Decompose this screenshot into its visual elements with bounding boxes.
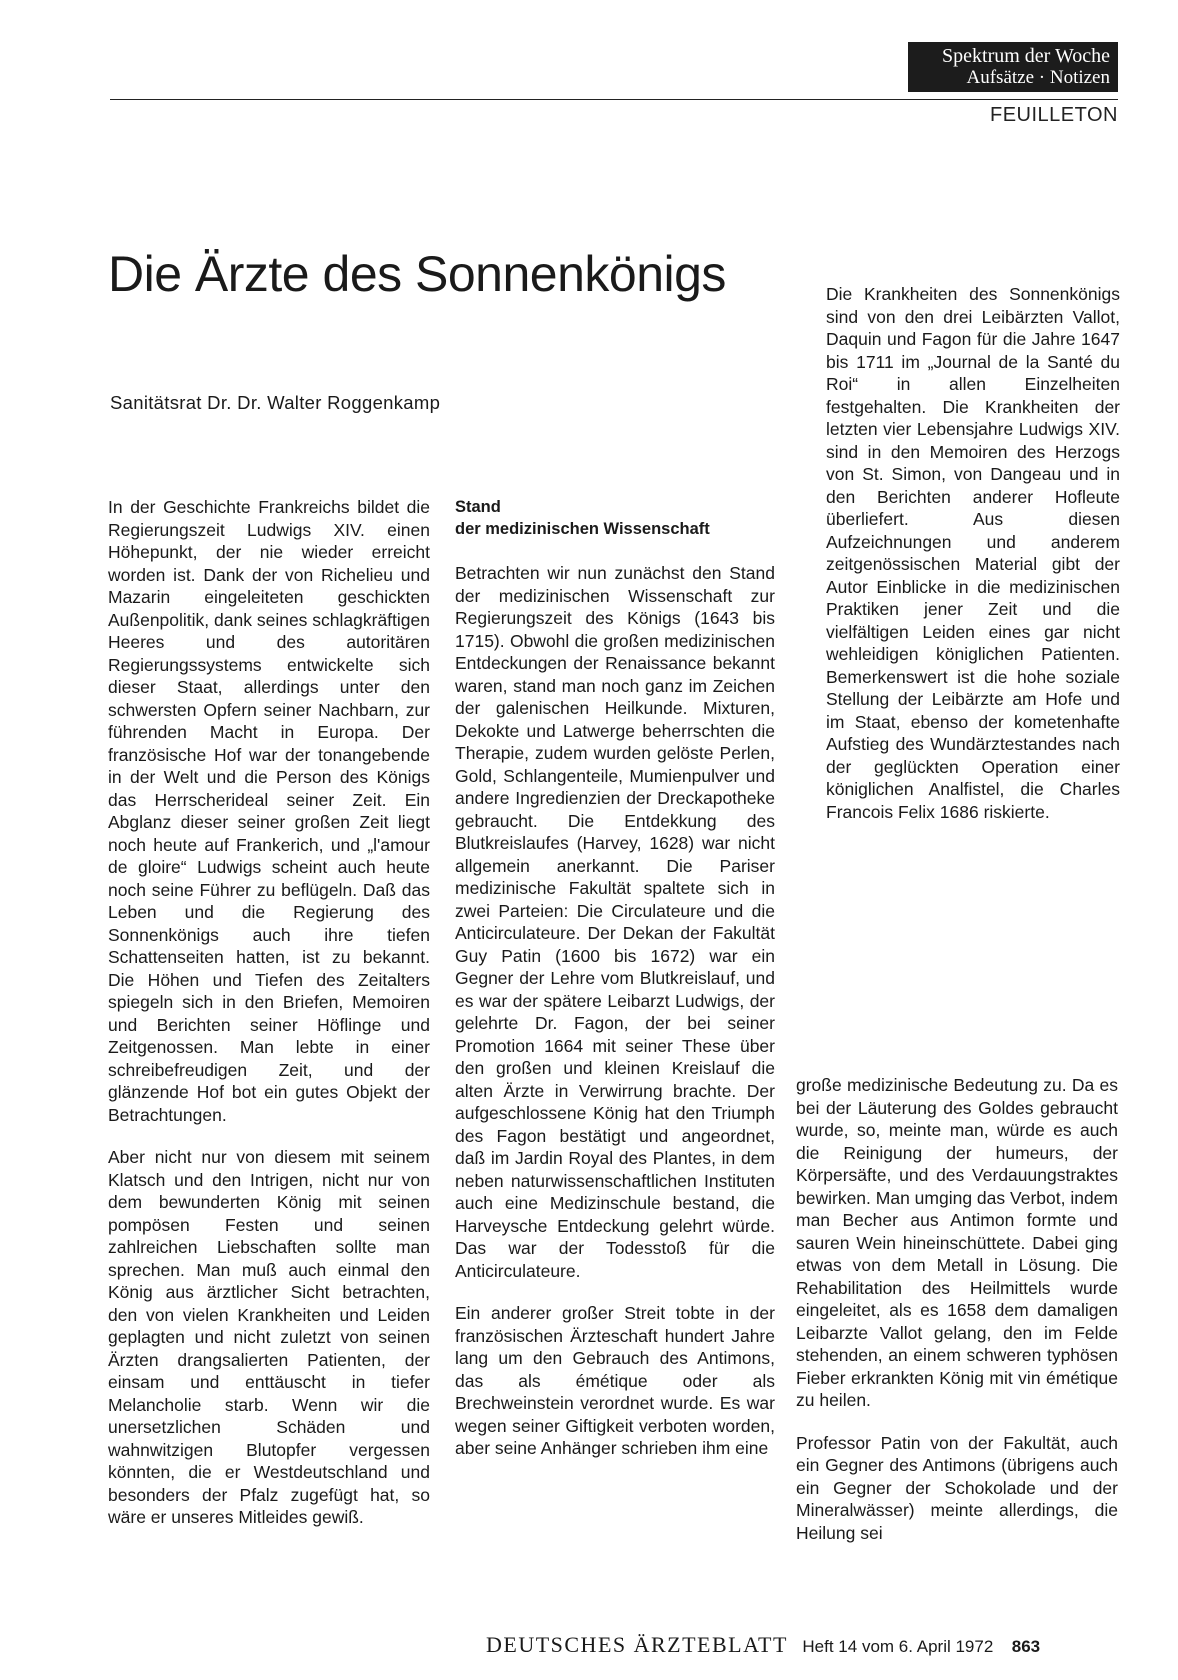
body-column-2	[455, 496, 775, 1460]
page-footer	[486, 1632, 1040, 1658]
body-paragraph: Betrachten wir nun zunächst den Stand der medizinischen Wissenschaft zur Regierungszeit des Königs (1643 bis 1715). Obwohl die großen medizinischen Entdeckungen der Renaissance bekannt waren, stand man noch ganz im Zeichen der galenischen Heilkunde. Mixturen, Dekokte und Latwerge beherrschten die Therapie, zudem wurden gelöste Perlen, Gold, Schlangenteile, Mumienpulver und andere Ingredienzien der Dreckapotheke gebraucht. Die Entdekkung des Blutkreislaufes (Harvey, 1628) war nicht allgemein anerkannt. Die Pariser medizinische Fakultät spaltete sich in zwei Parteien: Die Circulateure und die Anticirculateure. Der Dekan der Fakultät Guy Patin (1600 bis 1672) war ein Gegner der Lehre vom Blutkreislauf, und es war der spätere Leibarzt Ludwigs, der gelehrte Dr. Fagon, der bei seiner Promotion 1664 mit seiner These über den großen und kleinen Kreislauf die alten Ärzte in Verwirrung brachte. Der aufgeschlossene König hat den Triumph des Fagon bestätigt und angeordnet, daß im Jardin Royal des Plantes, in dem neben naturwissenschaftlichen Instituten auch eine Medizinschule bestand, die Harveysche Entdeckung gelehrt würde. Das war der Todesstoß für die Anticirculateure.	[455, 563, 775, 1281]
intro-column	[826, 283, 1120, 823]
body-column-1	[108, 496, 430, 1529]
subheading-line-2: der medizinischen Wissenschaft	[455, 520, 710, 538]
body-column-3	[796, 1074, 1118, 1544]
header-rule	[110, 99, 1118, 100]
badge-line-1: Spektrum der Woche	[942, 45, 1110, 67]
article-title: Die Ärzte des Sonnenkönigs	[108, 246, 726, 302]
page-number: 863	[1011, 1637, 1041, 1656]
article-author: Sanitätsrat Dr. Dr. Walter Roggenkamp	[110, 392, 441, 413]
intro-paragraph: Die Krankheiten des Sonnenkönigs sind von den drei Leibärzten Vallot, Daquin und Fagon für die Jahre 1647 bis 1711 im „Journal de la Santé du Roi“ in allen Einzelheiten festgehalten. Die Krankheiten der letzten vier Lebensjahre Ludwigs XIV. sind in den Memoiren des Herzogs von St. Simon, von Dangeau und in den Berichten anderer Hofleute überliefert. Aus diesen Aufzeichnungen und anderem zeitgenössischen Material gibt der Autor Einblicke in die medizinischen Praktiken jener Zeit und die vielfältigen Leiden eines gar nicht wehleidigen königlichen Patienten. Bemerkenswert ist die hohe soziale Stellung der Leibärzte am Hofe und im Staat, ebenso der kometenhafte Aufstieg des Wundärztestandes nach der geglückten Operation einer königlichen Analfistel, die Charles Francois Felix 1686 riskierte.	[826, 284, 1120, 822]
body-paragraph: große medizinische Bedeutung zu. Da es bei der Läuterung des Goldes gebraucht wurde, so, meinte man, würde es auch die Reinigung der humeurs, der Körpersäfte, und des Verdauungstraktes bewirken. Man umging das Verbot, indem man Becher aus Antimon formte und sauren Wein hineinschüttete. Dabei ging etwas von dem Metall in Lösung. Die Rehabilitation des Heilmittels wurde eingeleitet, als es 1658 dem damaligen Leibarzte Vallot gelang, den im Felde stehenden, an einem schweren typhösen Fieber erkrankten König mit vin émétique zu heilen.	[796, 1075, 1118, 1410]
subheading-line-1: Stand	[455, 498, 501, 516]
body-paragraph: Professor Patin von der Fakultät, auch ein Gegner des Antimons (übrigens auch ein Gegner der Schokolade und der Mineralwässer) meinte allerdings, die Heilung sei	[796, 1432, 1118, 1543]
subheading	[455, 496, 775, 540]
body-paragraph: In der Geschichte Frankreichs bildet die Regierungszeit Ludwigs XIV. einen Höhepunkt, der nie wieder erreicht worden ist. Dank der von Richelieu und Mazarin eingeleiteten geschickten Außenpolitik, dank seines schlagkräftigen Heeres und des autoritären Regierungssystems entwickelte sich dieser Staat, allerdings unter den schwersten Opfern seiner Nachbarn, zur führenden Macht in Europa. Der französische Hof war der tonangebende in der Welt und die Person des Königs das Herrscherideal seiner Zeit. Ein Abglanz dieser seiner großen Zeit liegt noch heute auf Frankerich, und „l'amour de gloire“ Ludwigs scheint auch heute noch seine Führer zu beflügeln. Daß das Leben und die Regierung des Sonnenkönigs auch ihre tiefen Schattenseiten hatten, ist zu bekannt. Die Höhen und Tiefen des Zeitalters spiegeln sich in den Briefen, Memoiren und Berichten seiner Höflinge und Zeitgenossen. Man lebte in einer schreibefreudigen Zeit, und der glänzende Hof bot ein gutes Objekt der Betrachtungen.	[108, 497, 430, 1125]
section-label: FEUILLETON	[990, 104, 1118, 126]
journal-name: DEUTSCHES ÄRZTEBLATT	[486, 1632, 788, 1657]
badge-line-2: Aufsätze · Notizen	[966, 67, 1110, 88]
section-badge	[908, 42, 1118, 92]
issue-info: Heft 14 vom 6. April 1972	[802, 1637, 994, 1656]
body-paragraph: Aber nicht nur von diesem mit seinem Klatsch und den Intrigen, nicht nur von dem bewunderten König mit seinen pompösen Festen und seinen zahlreichen Liebschaften sollte man sprechen. Man muß auch einmal den König aus ärztlicher Sicht betrachten, den von vielen Krankheiten und Leiden geplagten und nicht zuletzt von seinen Ärzten drangsalierten Patienten, der einsam und enttäuscht in tiefer Melancholie starb. Wenn wir die unersetzlichen Schäden und wahnwitzigen Blutopfer vergessen könnten, die er Westdeutschland und besonders der Pfalz zugefügt hat, so wäre er unseres Mitleides gewiß.	[108, 1147, 430, 1527]
body-paragraph: Ein anderer großer Streit tobte in der französischen Ärzteschaft hundert Jahre lang um den Gebrauch des Antimons, das als émétique oder als Brechweinstein verordnet wurde. Es war wegen seiner Giftigkeit verboten worden, aber seine Anhänger schrieben ihm eine	[455, 1303, 775, 1458]
